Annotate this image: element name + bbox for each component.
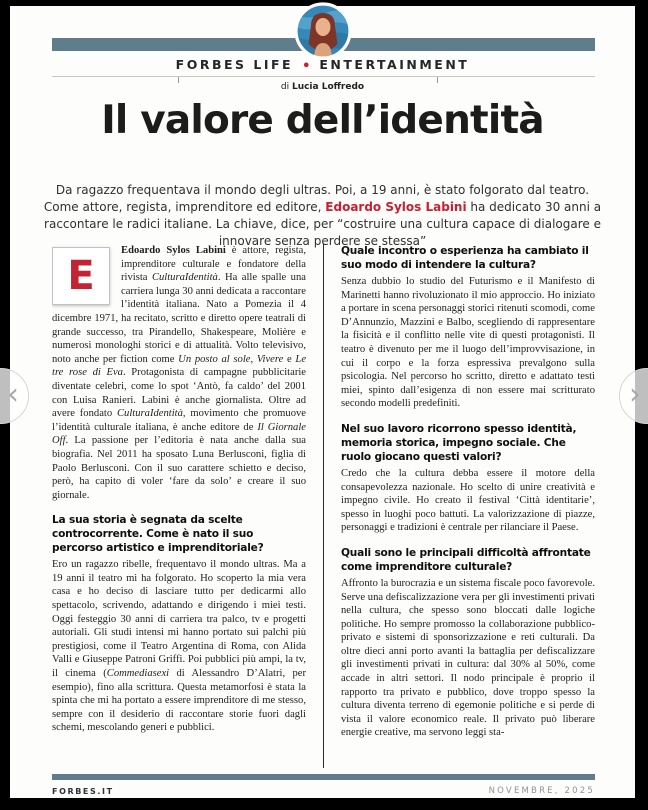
text-segment: Edoardo Sylos Labini <box>325 200 467 214</box>
text-segment: di Alessandro D’Alatri, per esempio), fino alla scrittura. Questa metamorfosi è stata la spinta che mi ha portato a essere imprenditore di me stesso, sempre con il desiderio di raccontare storie fuori dagli schemi, mescolando generi e pubblici. <box>52 668 306 734</box>
chevron-left-icon: ‹ <box>7 376 19 412</box>
text-segment: . Ha alle spalle una carriera lunga 30 anni dedicata a raccontare l’identità italiana. Nato a Pomezia il 4 dicembre 1971, ha recitato, scritto e diretto opere teatrali di grande successo, tra Pirandello, Shakespeare, Molière e numerosi monologhi storici e di attualità. Volto televisivo, noto anche per fiction come <box>52 272 306 365</box>
text-segment: Ero un ragazzo ribelle, frequentavo il mondo ultras. Ma a 19 anni il teatro mi ha folgorato. Ho scoperto la mia vera casa e ho deciso di lasciare tutto per dedicarmi allo spettacolo, scrivendo, adattando e dirigendo i miei testi. Oggi festeggio 30 anni di carriera tra palco, tv e progetti autoriali. Gli studi intensi mi hanno portato sui palchi più prestigiosi, come il Teatro Argentina di Roma, con Alida Valli e Giuseppe Patroni Griffi. Poi pubblici più ampi, la tv, il cinema ( <box>52 559 306 680</box>
text-segment: e <box>283 353 296 365</box>
text-segment: Credo che la cultura debba essere il motore della consapevolezza nazionale. Ho scelto di unire creatività e impegno civile. Ho creato il festival ‘Città identitarie’, spesso in luoghi poco battuti. La valorizzazione di piazze, personaggi e tradizioni è centrale per rilanciare il Paese. <box>341 467 595 534</box>
article-body <box>52 244 595 768</box>
text-segment: Senza dubbio lo studio del Futurismo e il Manifesto di Marinetti hanno rivoluzionato il mio approccio. Ho iniziato a portare in scena personaggi storici ritenuti scomodi, come D’Annunzio, Mazzini e Balbo, scegliendo di rappresentare la fisicità e il conflitto nelle vite di questi protagonisti. Il teatro è divenuto per me il luogo dell’improvvisazione, in cui il corpo e la forza espressiva prevalgono sulla psicologia. Nel percorso ho scritto, diretto e adattato testi miei, spinto dall’esigenza di non essere mai scritturato secondo modelli predefiniti. <box>341 276 595 410</box>
interview-question <box>341 546 595 574</box>
article-paragraph <box>341 467 595 535</box>
text-segment: ha dedicato 30 anni a raccontare le radici italiane. La chiave, dice, per “costruire una cultura capace di dialogare e innovare senza perdere se stessa” <box>44 200 602 248</box>
text-segment: è attore, regista, imprenditore culturale e fondatore della rivista <box>121 245 306 284</box>
standfirst <box>42 182 603 250</box>
text-segment: Edoardo Sylos Labini <box>121 245 226 256</box>
article-paragraph <box>52 558 306 735</box>
separator-dot-icon: • <box>302 59 311 74</box>
article-title: Il valore dell’identità <box>101 98 544 143</box>
text-segment: , <box>250 353 257 365</box>
interview-question <box>341 422 595 464</box>
text-segment: Un posto al sole <box>178 353 251 365</box>
footer-site-label: FORBES.IT <box>52 786 114 796</box>
left-column <box>52 244 323 768</box>
text-segment: Nel suo lavoro ricorrono spesso identità, memoria storica, impegno sociale. Che ruolo giocano questi valori? <box>341 422 577 463</box>
text-segment: . La passione per l’editoria è nata anche dalla sua biografia. Nel 2011 ha sposato Luna Berlusconi, figlia di Paolo Berlusconi. Con il suo carattere schietto e deciso, però, ha capito di voler ‘fare da solo’ e creare il suo giornale. <box>52 435 306 501</box>
magazine-page <box>10 6 635 798</box>
footer-issue-label: NOVEMBRE, 2025 <box>488 786 595 796</box>
article-paragraph <box>341 577 595 740</box>
text-segment: Il Giornale Off <box>52 421 306 447</box>
text-segment: CulturaIdentità <box>151 272 218 284</box>
chevron-right-icon: › <box>629 376 641 412</box>
text-segment: CulturaIdentità <box>116 408 183 420</box>
text-segment: Quali sono le principali difficoltà affrontate come imprenditore culturale? <box>341 546 591 573</box>
header-divider <box>52 76 595 77</box>
text-segment: Vivere <box>256 353 284 365</box>
text-segment: La sua storia è segnata da scelte controcorrente. Come è nato il suo percorso artistico e imprenditoriale? <box>52 514 264 555</box>
byline-prefix: di <box>280 82 292 92</box>
interview-question <box>52 513 306 555</box>
interview-question <box>341 244 595 272</box>
text-segment: Le tre rose di Eva <box>52 353 307 379</box>
footer-band <box>52 774 595 780</box>
section-label: FORBES LIFE <box>175 57 294 72</box>
byline <box>10 82 635 92</box>
text-segment: Commediasexi <box>106 668 170 680</box>
footer <box>52 786 595 796</box>
text-segment: , movimento che promuove l’identità culturale italiana, è anche editore de <box>52 408 306 433</box>
author-portrait-icon <box>294 2 352 60</box>
right-column <box>323 244 595 768</box>
text-segment: Quale incontro o esperienza ha cambiato il suo modo di intendere la cultura? <box>341 245 589 271</box>
category-label: ENTERTAINMENT <box>319 57 470 72</box>
text-segment: Da ragazzo frequentava il mondo degli ultras. Poi, a 19 anni, è stato folgorato dal teatro. Come attore, regista, imprenditore ed editore, <box>43 183 590 214</box>
byline-author: Lucia Loffredo <box>291 82 365 92</box>
text-segment: . Protagonista di campagne pubblicitarie diventate celebri, come lo spot ‘Antò, fa caldo’ del 2001 con Luisa Ranieri. Labini è anche giornalista. Oltre ad avere fondato <box>52 367 306 420</box>
article-paragraph <box>52 244 306 502</box>
dropcap: E <box>52 247 110 305</box>
author-avatar <box>294 2 352 60</box>
text-segment: Affronto la burocrazia e un sistema fiscale poco favorevole. Serve una defiscalizzazione vera per gli investimenti privati nella cultura, che spesso sono bloccati dalle logiche politiche. Ho sempre promosso la collaborazione pubblico-privato e sistemi di sponsorizzazione e reti culturali. Da oltre dieci anni porto avanti la battaglia per defiscalizzare gli investimenti privati in cultura: dal 30% al 50%, come accade in altri settori. Il nodo principale è proprio il rapporto tra privato e pubblico, dove troppo spesso la cultura diventa terreno di egemonie politiche e si perde di vista il valore economico reale. Il privato può liberare energie creative, ma servono leggi sta- <box>341 577 595 739</box>
article-paragraph <box>341 275 595 411</box>
